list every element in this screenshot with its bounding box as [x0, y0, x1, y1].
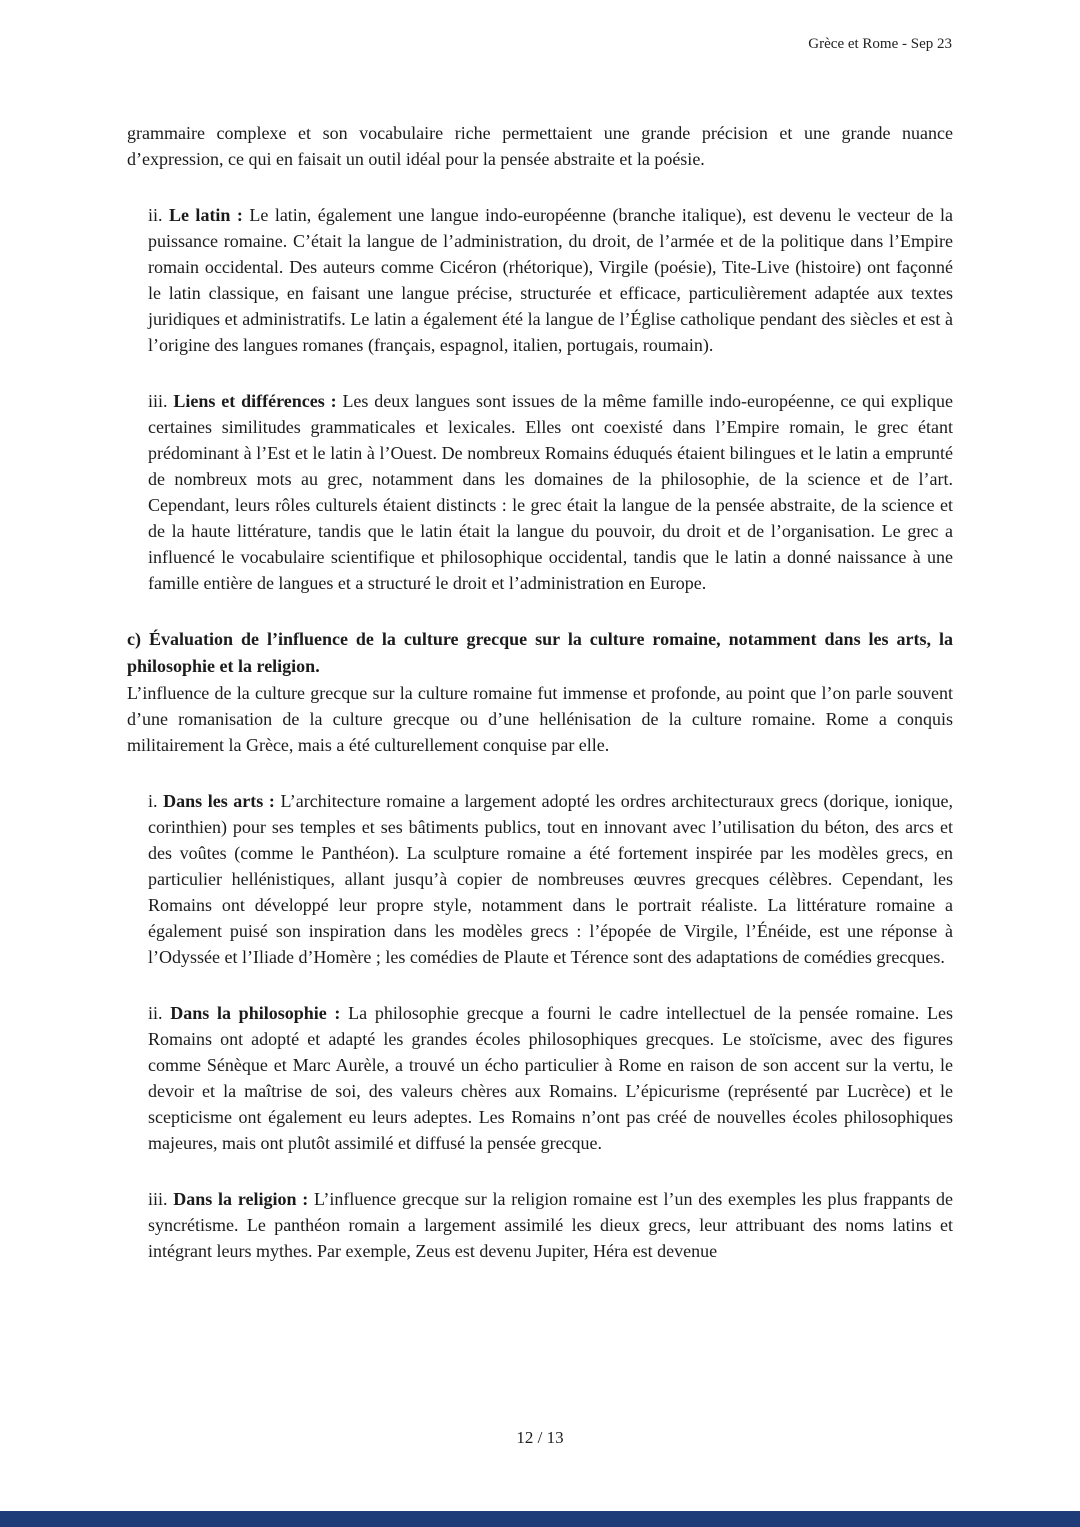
- item-number-philosophie: ii.: [148, 1003, 163, 1023]
- item-label-arts: Dans les arts :: [163, 791, 275, 811]
- page-header: [808, 36, 952, 53]
- document-body: [127, 120, 953, 1264]
- item-text-religion: L’influence grecque sur la religion romaine est l’un des exemples les plus frappants de syncrétisme. Le panthéon romain a largement assimilé les dieux grecs, leur attribuant des noms latins et intégrant leurs mythes. Par exemple, Zeus est devenu Jupiter, Héra est devenue: [148, 1189, 953, 1261]
- paragraph-latin: [148, 202, 953, 358]
- item-number-arts: i.: [148, 791, 158, 811]
- paragraph-philosophie: [148, 1000, 953, 1156]
- item-label-latin: Le latin :: [168, 205, 243, 225]
- page-number: 12 / 13: [516, 1428, 564, 1447]
- item-text-liens: Les deux langues sont issues de la même famille indo-européenne, ce qui explique certaines similitudes grammaticales et lexicales. Elles ont coexisté dans l’Empire romain, le grec étant prédominant à l’Est et le latin à l’Ouest. De nombreux Romains éduqués étaient bilingues et le latin a emprunté de nombreux mots au grec, notamment dans les domaines de la philosophie, de la science et de l’art. Cependant, leurs rôles culturels étaient distincts : le grec était la langue de la pensée abstraite, de la science et de la haute littérature, tandis que le latin était la langue du pouvoir, du droit et de l’organisation. Le grec a influencé le vocabulaire scientifique et philosophique occidental, tandis que le latin a donné naissance à une famille entière de langues et a structuré le droit et l’administration en Europe.: [148, 391, 954, 593]
- paragraph-liens-differences: [148, 388, 953, 596]
- item-text-arts: L’architecture romaine a largement adopté les ordres architecturaux grecs (dorique, ionique, corinthien) pour ses temples et ses bâtiments publics, tout en innovant avec l’utilisation du béton, des arcs et des voûtes (comme le Panthéon). La sculpture romaine a été fortement inspirée par les modèles grecs, en particulier hellénistiques, allant jusqu’à copier de nombreuses œuvres grecques célèbres. Cependant, les Romains ont développé leur propre style, notamment dans le portrait réaliste. La littérature romaine a également puisé son inspiration dans les modèles grecs : l’épopée de Virgile, l’Énéide, est une réponse à l’Odyssée et l’Iliade d’Homère ; les comédies de Plaute et Térence sont des adaptations de comédies grecques.: [148, 791, 954, 967]
- paragraph-arts: [148, 788, 953, 970]
- section-c-heading: c) Évaluation de l’influence de la culture grecque sur la culture romaine, notamment dans les arts, la philosophie et la religion.: [127, 629, 953, 676]
- paragraph-section-c-intro: L’influence de la culture grecque sur la culture romaine fut immense et profonde, au point que l’on parle souvent d’une romanisation de la culture grecque ou d’une hellénisation de la culture romaine. Rome a conquis militairement la Grèce, mais a été culturellement conquise par elle.: [127, 683, 953, 755]
- item-number-religion: iii.: [148, 1189, 168, 1209]
- item-label-liens: Liens et différences :: [173, 391, 337, 411]
- paragraph-religion: [148, 1186, 953, 1264]
- item-text-philosophie: La philosophie grecque a fourni le cadre intellectuel de la pensée romaine. Les Romains ont adopté et adapté les grandes écoles philosophiques grecques. Le stoïcisme, avec des figures comme Sénèque et Marc Aurèle, a trouvé un écho particulier à Rome en raison de son accent sur la vertu, le devoir et la maîtrise de soi, des valeurs chères aux Romains. L’épicurisme (représenté par Lucrèce) et le scepticisme ont également eu leurs adeptes. Les Romains n’ont pas créé de nouvelles écoles philosophiques majeures, mais ont plutôt assimilé et diffusé la pensée grecque.: [148, 1003, 953, 1153]
- item-number-latin: ii.: [148, 205, 163, 225]
- bottom-accent-bar: [0, 1511, 1080, 1527]
- item-text-latin: Le latin, également une langue indo-européenne (branche italique), est devenu le vecteur de la puissance romaine. C’était la langue de l’administration, du droit, de l’armée et de la politique dans l’Empire romain occidental. Des auteurs comme Cicéron (rhétorique), Virgile (poésie), Tite-Live (histoire) ont façonné le latin classique, en faisant une langue précise, structurée et efficace, particulièrement adaptée aux textes juridiques et administratifs. Le latin a également été la langue de l’Église catholique pendant des siècles et est à l’origine des langues romanes (français, espagnol, italien, portugais, roumain).: [148, 205, 954, 355]
- item-label-religion: Dans la religion :: [173, 1189, 309, 1209]
- item-label-philosophie: Dans la philosophie :: [170, 1003, 341, 1023]
- paragraph-grammar-continuation: grammaire complexe et son vocabulaire riche permettaient une grande précision et une grande nuance d’expression, ce qui en faisait un outil idéal pour la pensée abstraite et la poésie.: [127, 123, 953, 169]
- document-title: Grèce et Rome - Sep 23: [808, 36, 952, 52]
- item-number-liens: iii.: [148, 391, 168, 411]
